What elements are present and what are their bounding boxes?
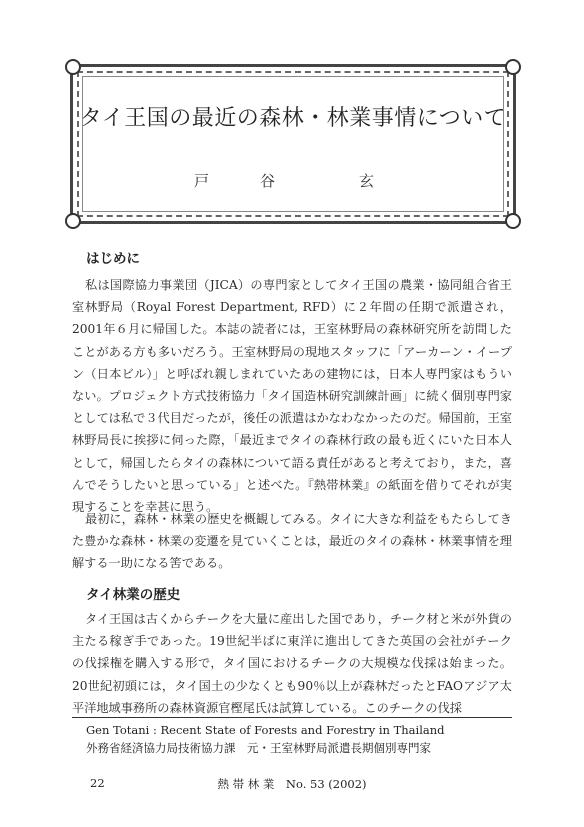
frame-ornament <box>505 213 521 229</box>
page-number: 22 <box>90 776 105 790</box>
frame-ornament <box>65 213 81 229</box>
frame-ornament <box>65 59 81 75</box>
section-heading: タイ林業の歴史 <box>86 587 181 603</box>
journal-info: 熱 帯 林 業 No. 53 (2002) <box>217 777 367 791</box>
title-frame <box>70 64 516 224</box>
article-author: 戸 谷 玄 <box>193 172 392 190</box>
paragraph: タイ王国は古くからチークを大量に産出した国であり，チーク材と米が外貨の主たる稼ぎ手であった。19世紀半ばに東洋に進出してきた英国の会社がチークの伐採権を購入する形で，タイ国におけるチークの大規模な伐採は始まった。20世紀初頭には，タイ国土の少なくとも90％以上が森林だったとFAOアジア太平洋地域事務所の森林資源官樫尾氏は試算している。このチークの伐採 <box>72 612 512 715</box>
article-title: タイ王国の最近の森林・林業事情について <box>79 106 507 131</box>
footnote-english: Gen Totani : Recent State of Forests and Forestry in Thailand <box>86 723 445 737</box>
footnote-rule <box>72 717 512 718</box>
frame-ornament <box>505 59 521 75</box>
footnote-affiliation: 外務省経済協力局技術協力課 元・王室林野局派遣長期個別専門家 <box>86 741 431 755</box>
paragraph: 最初に，森林・林業の歴史を概観してみる。タイに大きな利益をもたらしてきた豊かな森林・林業の変遷を見ていくことは，最近のタイの森林・林業事情を理解する一助になる筈である。 <box>72 512 512 571</box>
paragraph: 私は国際協力事業団（JICA）の専門家としてタイ王国の農業・協同組合省王室林野局（Royal Forest Department, RFD）に２年間の任期で派遣され，2001年６月に帰国した。本誌の読者には，王室林野局の森林研究所を訪問したことがある方も多いだろう。王室林野局の現地スタッフに「アーカーン・イープン（日本ビル）」と呼ばれ親しまれていたあの建物には，日本人専門家はもういない。プロジェクト方式技術協力「タイ国造林研究訓練計画」に続く個別専門家としては私で３代目だったが，後任の派遣はかなわなかったのだ。帰国前，王室林野局長に挨拶に伺った際，「最近までタイの森林行政の最も近くにいた日本人として，帰国したらタイの森林について語る責任があると考えており，また，喜んでそうしたいと思っている」と述べた。『熱帯林業』の紙面を借りてそれが実現することを幸甚に思う。 <box>72 278 512 515</box>
section-heading: はじめに <box>86 251 140 267</box>
